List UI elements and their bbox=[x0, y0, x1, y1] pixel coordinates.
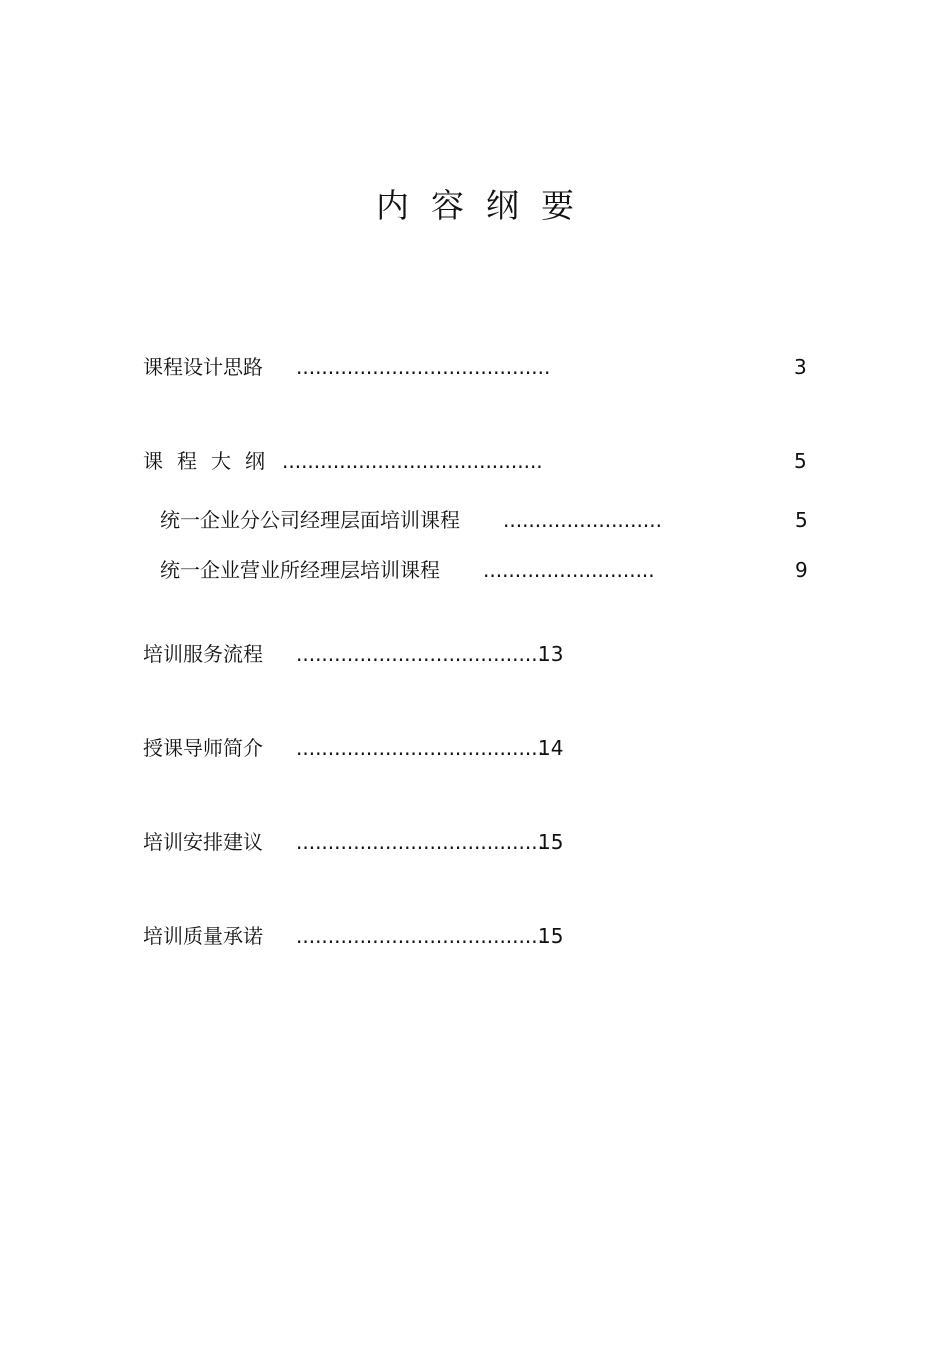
toc-page-number: 5 bbox=[795, 508, 808, 532]
toc-page-number: 14 bbox=[538, 736, 564, 760]
toc-sub-label[interactable]: 统一企业营业所经理层培训课程 bbox=[160, 558, 440, 582]
toc-label[interactable]: 课程大纲 bbox=[143, 449, 279, 473]
toc-page-number: 15 bbox=[538, 830, 564, 854]
toc-label[interactable]: 培训服务流程 bbox=[143, 642, 263, 666]
toc-page-number: 5 bbox=[794, 449, 807, 473]
toc-leader-dots: ....................................... bbox=[296, 642, 544, 666]
toc-leader-dots: ........................................ bbox=[296, 355, 551, 379]
toc-label[interactable]: 授课导师简介 bbox=[143, 736, 263, 760]
toc-leader-dots: ....................................... bbox=[296, 736, 544, 760]
toc-page-number: 3 bbox=[794, 355, 807, 379]
toc-sub-label[interactable]: 统一企业分公司经理层面培训课程 bbox=[160, 508, 460, 532]
toc-page-number: 13 bbox=[538, 642, 564, 666]
toc-label[interactable]: 培训质量承诺 bbox=[143, 924, 263, 948]
toc-label[interactable]: 课程设计思路 bbox=[143, 355, 263, 379]
toc-page-number: 9 bbox=[795, 558, 808, 582]
toc-label[interactable]: 培训安排建议 bbox=[143, 830, 263, 854]
toc-leader-dots: ....................................... bbox=[296, 830, 544, 854]
toc-leader-dots: ......................... bbox=[503, 508, 662, 532]
toc-page-number: 15 bbox=[538, 924, 564, 948]
toc-leader-dots: ......................................... bbox=[282, 449, 543, 473]
toc-leader-dots: ....................................... bbox=[296, 924, 544, 948]
page-title: 内容纲要 bbox=[376, 186, 596, 225]
toc-leader-dots: ........................... bbox=[483, 558, 655, 582]
